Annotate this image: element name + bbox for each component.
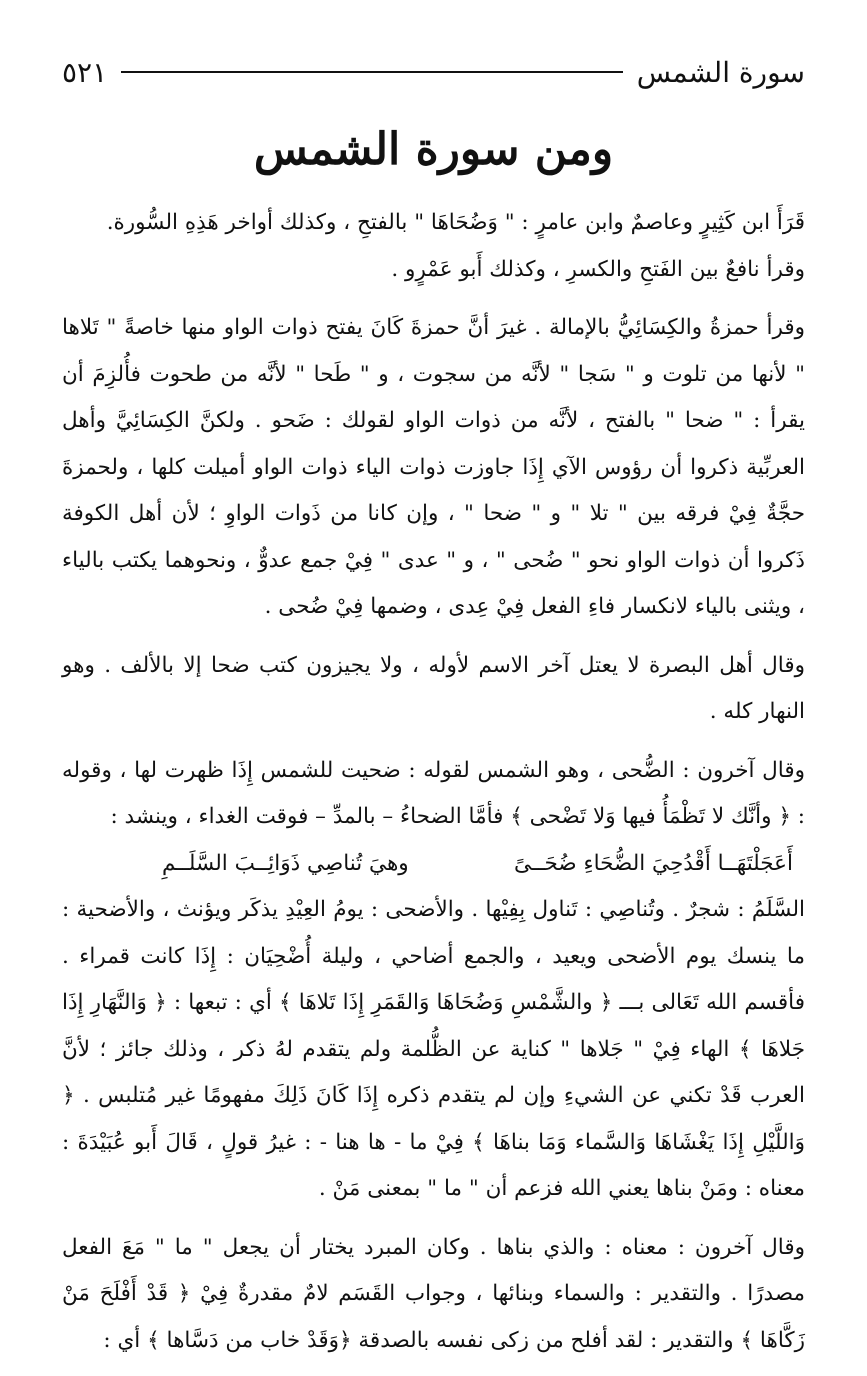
paragraph: وقال أهل البصرة لا يعتل آخر الاسم لأوله ، ولا يجيزون كتب ضحا إلا بالألف . وهو النهار كله .: [62, 652, 805, 724]
running-title: سورة الشمس: [636, 55, 805, 89]
paragraph: قَرَأَ ابن كَثِيرٍ وعاصمٌ وابن عامرٍ : " وَضُحَاهَا " بالفتحِ ، وكذلك أواخر هَذِهِ السُّورة.: [106, 210, 805, 235]
header-rule: [121, 71, 623, 73]
poetry-verse: [62, 841, 805, 888]
verse-right-hemistich: أَعَجَلْتَهَــا أَقْدُحِيَ الضُّحَاءِ ضُحَــىً: [514, 850, 793, 876]
paragraph: السَّلَمُ : شجرٌ . وتُناصِي : تَناول بِفِيْها . والأضحى : يومُ العِيْدِ يذكَر ويؤنث ، والأضحية : ما ينسك يوم الأضحى ويعيد ، والجمع أضاحي ، وليلة أُضْحِيَان : إِذَا كانت قمراء . فأقسم الله تَعَالى بـــ ﴿ والشَّمْسِ وَضُحَاهَا وَالقَمَرِ إِذَا تَلاهَا ﴾ أي : تبعها : ﴿ وَالنَّهَارِ إِذَا جَلاهَا ﴾ الهاء فِيْ " جَلاها " كناية عن الظُّلمة ولم يتقدم لهُ ذكر ، وذلك جائز ؛ لأنَّ العرب قَدْ تكني عن الشيءِ وإن لم يتقدم ذكره إِذَا كَانَ ذَلِكَ مفهومًا غير مُتلبس . ﴿ وَاللَّيْلِ إِذَا يَغْشَاهَا وَالسَّماء وَمَا بناهَا ﴾ فِيْ ما - ها هنا - : غيرُ قولٍ ، قَالَ أَبو عُبَيْدَةَ : معناه : ومَنْ بناها يعني الله فزعم أن " ما " بمعنى مَنْ .: [62, 897, 805, 1201]
body-text: [62, 200, 805, 841]
page-number: ٥٢١: [62, 55, 108, 89]
section-title: ومن سورة الشمس: [253, 124, 614, 175]
paragraph: وقال آخرون : الضُّحى ، وهو الشمس لقوله : ضحيت للشمس إِذَا ظهرت لها ، وقوله : ﴿ وأنَّك لا تَظْمَأُ فيها وَلا تَضْحى ﴾ فأمَّا الضحاءُ – بالمدِّ – فوقت الغداء ، وينشد :: [62, 757, 805, 829]
paragraph: وقرأ نافعٌ بين الفَتحِ والكسرِ ، وكذلك أَبو عَمْرٍو .: [391, 256, 805, 282]
paragraph: وقرأ حمزةُ والكِسَائِيُّ بالإمالة . غيرَ أنَّ حمزةَ كَانَ يفتح ذوات الواو منها خاصةً " تَلاها " لأنها من تلوت و " سَجا " لأنَّه من سجوت ، و " طَحا " لأنَّه من طحوت فأُلزِمَ أن يقرأ : " ضحا " بالفتح ، لأنَّه من ذوات الواو لقولك : ضَحو . ولكنَّ الكِسَائِيَّ وأهل العربِّية ذكروا أن رؤوس الآي إِذَا جاوزت ذوات الياء ذوات الواو أميلت كلها ، ولحمزةَ حجَّةٌ فِيْ فرقه بين " تلا " و " ضحا " ، وإن كانا من ذَوات الواوِ ؛ لأن أهل الكوفة ذَكروا أن ذوات الواو نحو " ضُحى " ، و " عدى " فِيْ جمع عدوٌّ ، ونحوهما يكتب بالياء ، ويثنى بالياء لانكسار فاءِ الفعل فِيْ عِدى ، وضمها فِيْ ضُحى .: [62, 315, 805, 619]
page-header: [62, 48, 805, 96]
verse-left-hemistich: وهيَ تُناصِي ذَوَائِــبَ السَّلَــمِ: [162, 850, 409, 876]
body-text-continued: [62, 887, 805, 1364]
paragraph: وقال آخرون : معناه : والذي بناها . وكان المبرد يختار أن يجعل " ما " مَعَ الفعل مصدرًا . والتقدير : والسماء وبنائها ، وجواب القَسَم لامٌ مقدرةٌ فِيْ ﴿ قَدْ أَفْلَحَ مَنْ زَكَّاهَا ﴾ والتقدير : لقد أفلح من زكى نفسه بالصدقة ﴿وَقَدْ خاب من دَسَّاها ﴾ أي :: [62, 1234, 805, 1353]
